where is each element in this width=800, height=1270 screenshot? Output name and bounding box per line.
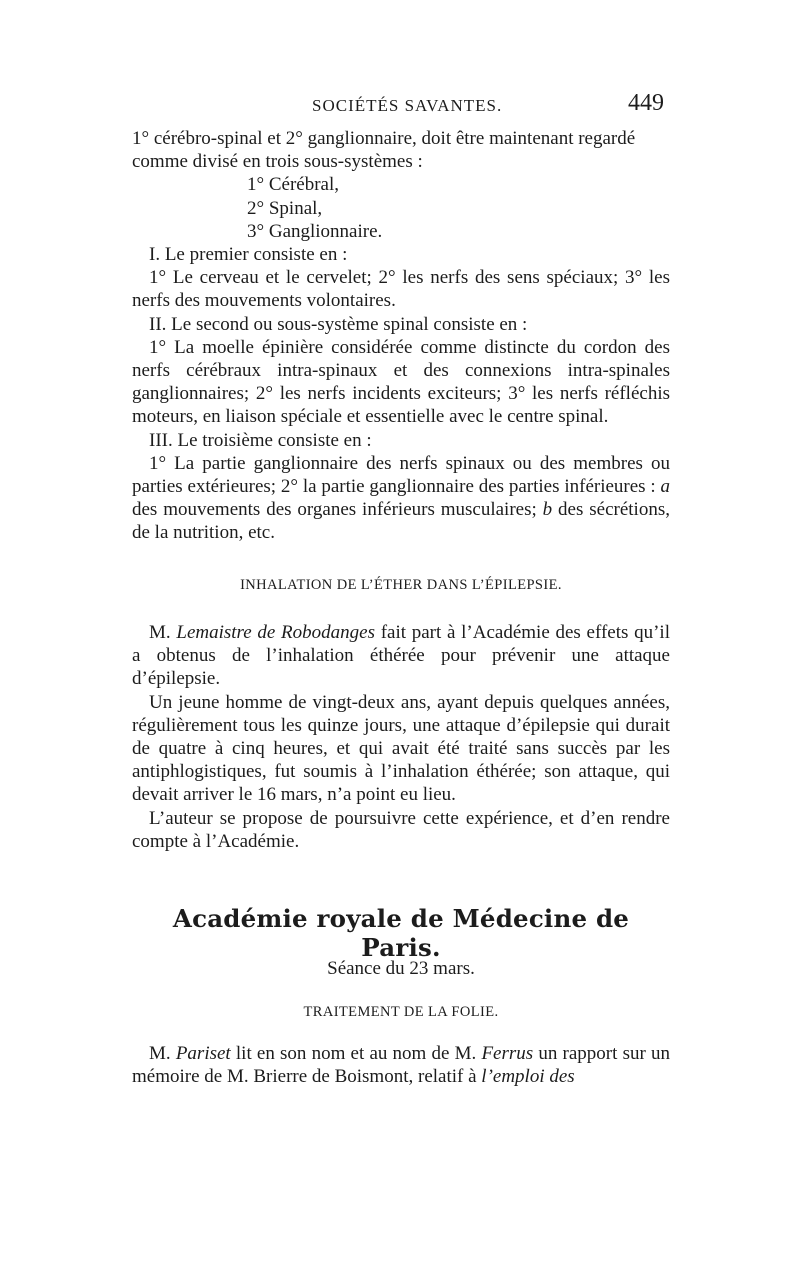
ether-epilepsy-heading: INHALATION DE L’ÉTHER DANS L’ÉPILEPSIE. — [240, 577, 562, 593]
intro-line-2: comme divisé en trois sous-systèmes : — [132, 151, 423, 173]
first-subsystem-body: 1° Le cerveau et le cervelet; 2° les nerfs des sens spéciaux; 3° les nerfs des mouvements volontaires. — [132, 267, 670, 312]
subsystem-item: 2° Spinal, — [247, 197, 323, 219]
rapporteur-name-1: Pariset — [175, 1043, 231, 1064]
third-subsystem-body — [132, 452, 670, 545]
subsystem-item: 1° Cérébral, — [247, 174, 340, 196]
academy-title: Académie royale de Médecine de Paris. — [172, 904, 630, 962]
page-number: 449 — [628, 90, 664, 116]
third-body-part-2: des mouvements des organes inférieurs musculaires; — [132, 499, 543, 521]
third-body-part-1: 1° La partie ganglionnaire des nerfs spinaux ou des membres ou parties extérieures; 2° la partie ganglionnaire des parties inférieures : — [132, 452, 670, 498]
folie-text — [132, 1042, 670, 1088]
third-body-part-3: des sécrétions, de la nutrition, etc. — [132, 499, 670, 544]
running-header: SOCIÉTÉS SAVANTES. — [312, 96, 503, 115]
folie-p-end: l’emploi des — [481, 1066, 575, 1088]
subsystem-item: 3° Ganglionnaire. — [247, 220, 383, 242]
folie-p-mid-1: lit en son nom et au nom de M. — [230, 1043, 482, 1064]
first-subsystem-heading: I. Le premier consiste en : — [149, 244, 348, 266]
third-subsystem-heading: III. Le troisième consiste en : — [149, 429, 372, 451]
session-date: Séance du 23 mars. — [327, 958, 475, 979]
nervous-system-text — [132, 127, 670, 545]
folie-heading: TRAITEMENT DE LA FOLIE. — [303, 1004, 499, 1020]
rapporteur-name-2: Ferrus — [481, 1043, 534, 1064]
author-name: Lemaistre de Robodanges — [176, 622, 375, 643]
ether-epilepsy-text — [132, 621, 670, 853]
ether-paragraph-3: L’auteur se propose de poursuivre cette expérience, et d’en rendre compte à l’Académie. — [132, 807, 670, 852]
folie-paragraph — [132, 1042, 670, 1088]
second-subsystem-heading: II. Le second ou sous-système spinal consiste en : — [149, 313, 528, 335]
ether-p1-start: M. — [149, 622, 177, 643]
intro-line-1: 1° cérébro-spinal et 2° ganglionnaire, doit être maintenant regardé — [132, 128, 636, 149]
folie-p-mid-2: un rapport sur un mémoire de M. Brierre de Boismont, relatif à — [132, 1043, 670, 1088]
item-letter-b: b — [542, 499, 553, 521]
ether-paragraph-1 — [132, 621, 670, 691]
ether-paragraph-2: Un jeune homme de vingt-deux ans, ayant depuis quelques années, régulièrement tous les quinze jours, une attaque d’épilepsie qui durait de quatre à cinq heures, et qui avait été traité sans succès par les antiphlogistiques, fut soumis à l’inhalation éthérée; son attaque, qui devait arriver le 16 mars, n’a point eu lieu. — [132, 691, 670, 806]
ether-p1-rest: fait part à l’Académie des effets qu’il a obtenus de l’inhalation éthérée pour prévenir une attaque d’épilepsie. — [132, 622, 670, 690]
item-letter-a: a — [660, 476, 670, 498]
second-subsystem-body: 1° La moelle épinière considérée comme distincte du cordon des nerfs cérébraux intra-spinaux et des connexions intra-spinales ganglionnaires; 2° les nerfs incidents exciteurs; 3° les nerfs réfléchis moteurs, en liaison spéciale et essentielle avec le centre spinal. — [132, 336, 670, 428]
folie-p-start: M. — [149, 1043, 176, 1064]
